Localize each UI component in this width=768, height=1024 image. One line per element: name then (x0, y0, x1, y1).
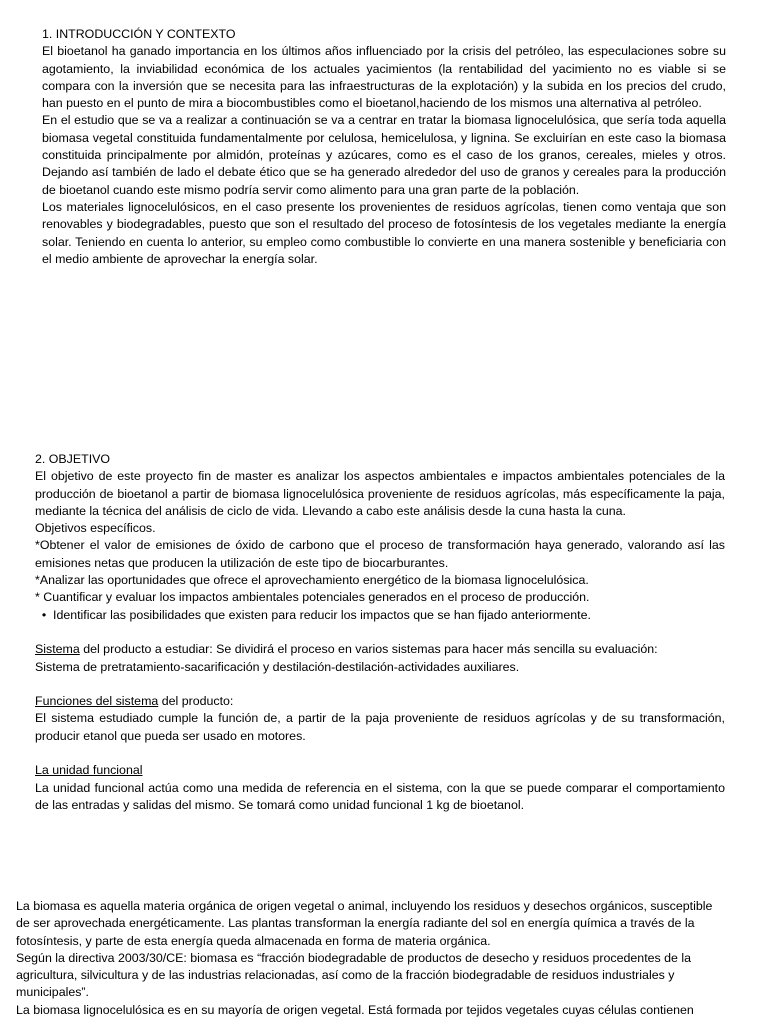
section-objective (35, 451, 725, 814)
paragraph: La biomasa es aquella materia orgánica de origen vegetal o animal, incluyendo los residuos y desechos orgánicos, susceptible de ser aprovechada energéticamente. Las plantas transforman la energía radiante del sol en energía química a través de la fotosíntesis, y parte de esta energía queda almacenada en forma de materia orgánica. (16, 899, 713, 948)
section-introduction (42, 26, 726, 268)
spacer (35, 745, 725, 762)
bullet-text: Identificar las posibilidades que existen para reducir los impactos que se han fijado anteriormente. (53, 607, 591, 622)
funciones-line (35, 693, 725, 710)
funciones-rest: del producto: (158, 694, 234, 709)
spacer (35, 676, 725, 693)
paragraph: El bioetanol ha ganado importancia en los últimos años influenciado por la crisis del petróleo, las especulaciones sobre su agotamiento, la inviabilidad económica de los actuales yacimientos (la rentabilidad del yacimiento no es viable si se compara con la inversión que se necesita para las infraestructuras de la explotación) y la subida en los precios del crudo, han puesto en el punto de mira a biocombustibles como el bioetanol,haciendo de los mismos una alternativa al petróleo. (42, 44, 726, 111)
section-heading-objective: 2. OBJETIVO (35, 452, 111, 466)
sistema-rest: del producto a estudiar: Se dividirá el proceso en varios sistemas para hacer más sencilla su evaluación: (79, 642, 658, 657)
list-item: *Analizar las oportunidades que ofrece el aprovechamiento energético de la biomasa lignocelulósica. (35, 573, 589, 588)
bullet-icon: • (41, 607, 47, 622)
paragraph: En el estudio que se va a realizar a continuación se va a centrar en tratar la biomasa lignocelulósica, que sería toda aquella biomasa vegetal constituida fundamentalmente por celulosa, hemicelulosa, y lignina. Se excluirían en este caso la biomasa constituida principalmente por almidón, proteínas y azúcares, como es el caso de los granos, cereales, mieles y otros. Dejando así también de lado el debate ético que se ha generado alrededor del uso de granos y cereales para la producción de bioetanol cuando este mismo podría servir como alimento para una gran parte de la población. (42, 113, 726, 197)
section-heading-introduction: 1. INTRODUCCIÓN Y CONTEXTO (42, 27, 236, 41)
list-item: * Cuantificar y evaluar los impactos ambientales potenciales generados en el proceso de producción. (35, 590, 590, 605)
sistema-label: Sistema (35, 642, 80, 657)
specific-objectives-label: Objetivos específicos. (35, 521, 156, 536)
sistema-line (35, 641, 725, 658)
paragraph: El objetivo de este proyecto fin de master es analizar los aspectos ambientales e impactos ambientales potenciales de la producción de bioetanol a partir de biomasa lignocelulósica proveniente de residuos agrícolas, más específicamente la paja, mediante la técnica del análisis de ciclo de vida. Llevando a cabo este análisis desde la cuna hasta la cuna. (35, 469, 725, 518)
list-item: *Obtener el valor de emisiones de óxido de carbono que el proceso de transformación haya generado, valorando así las emisiones netas que producen la utilización de este tipo de biocarburantes. (35, 538, 725, 570)
unidad-label: La unidad funcional (35, 763, 143, 778)
funciones-description: El sistema estudiado cumple la función de, a partir de la paja proveniente de residuos agrícolas y de su transformación, producir etanol que pueda ser usado en motores. (35, 711, 725, 743)
paragraph: Según la directiva 2003/30/CE: biomasa es “fracción biodegradable de productos de desecho y residuos procedentes de la agricultura, silvicultura y de las industrias relacionadas, así como de la fracción biodegradable de residuos industriales y municipales”. (16, 950, 692, 1000)
paragraph: Los materiales lignocelulósicos, en el caso presente los provenientes de residuos agrícolas, tienen como ventaja que son renovables y biodegradables, puesto que son el resultado del proceso de fotosíntesis de los vegetales mediante la energía solar. Teniendo en cuenta lo anterior, su empleo como combustible lo convierte en una manera sostenible y beneficiaria con el medio ambiente de aprovechar la energía solar. (42, 199, 726, 266)
spacer (35, 624, 725, 641)
sistema-description: Sistema de pretratamiento-sacarificación y destilación-destilación-actividades auxiliares. (35, 659, 520, 674)
section-biomass (16, 898, 728, 1019)
unidad-line (35, 762, 725, 779)
unidad-description: La unidad funcional actúa como una medida de referencia en el sistema, con la que se puede comparar el comportamiento de las entradas y salidas del mismo. Se tomará como unidad funcional 1 kg de bioetanol. (35, 780, 725, 812)
bullet-list-item (35, 607, 725, 624)
funciones-label: Funciones del sistema (35, 694, 159, 709)
paragraph: La biomasa lignocelulósica es en su mayoría de origen vegetal. Está formada por tejidos vegetales cuyas células contienen (16, 1002, 694, 1017)
